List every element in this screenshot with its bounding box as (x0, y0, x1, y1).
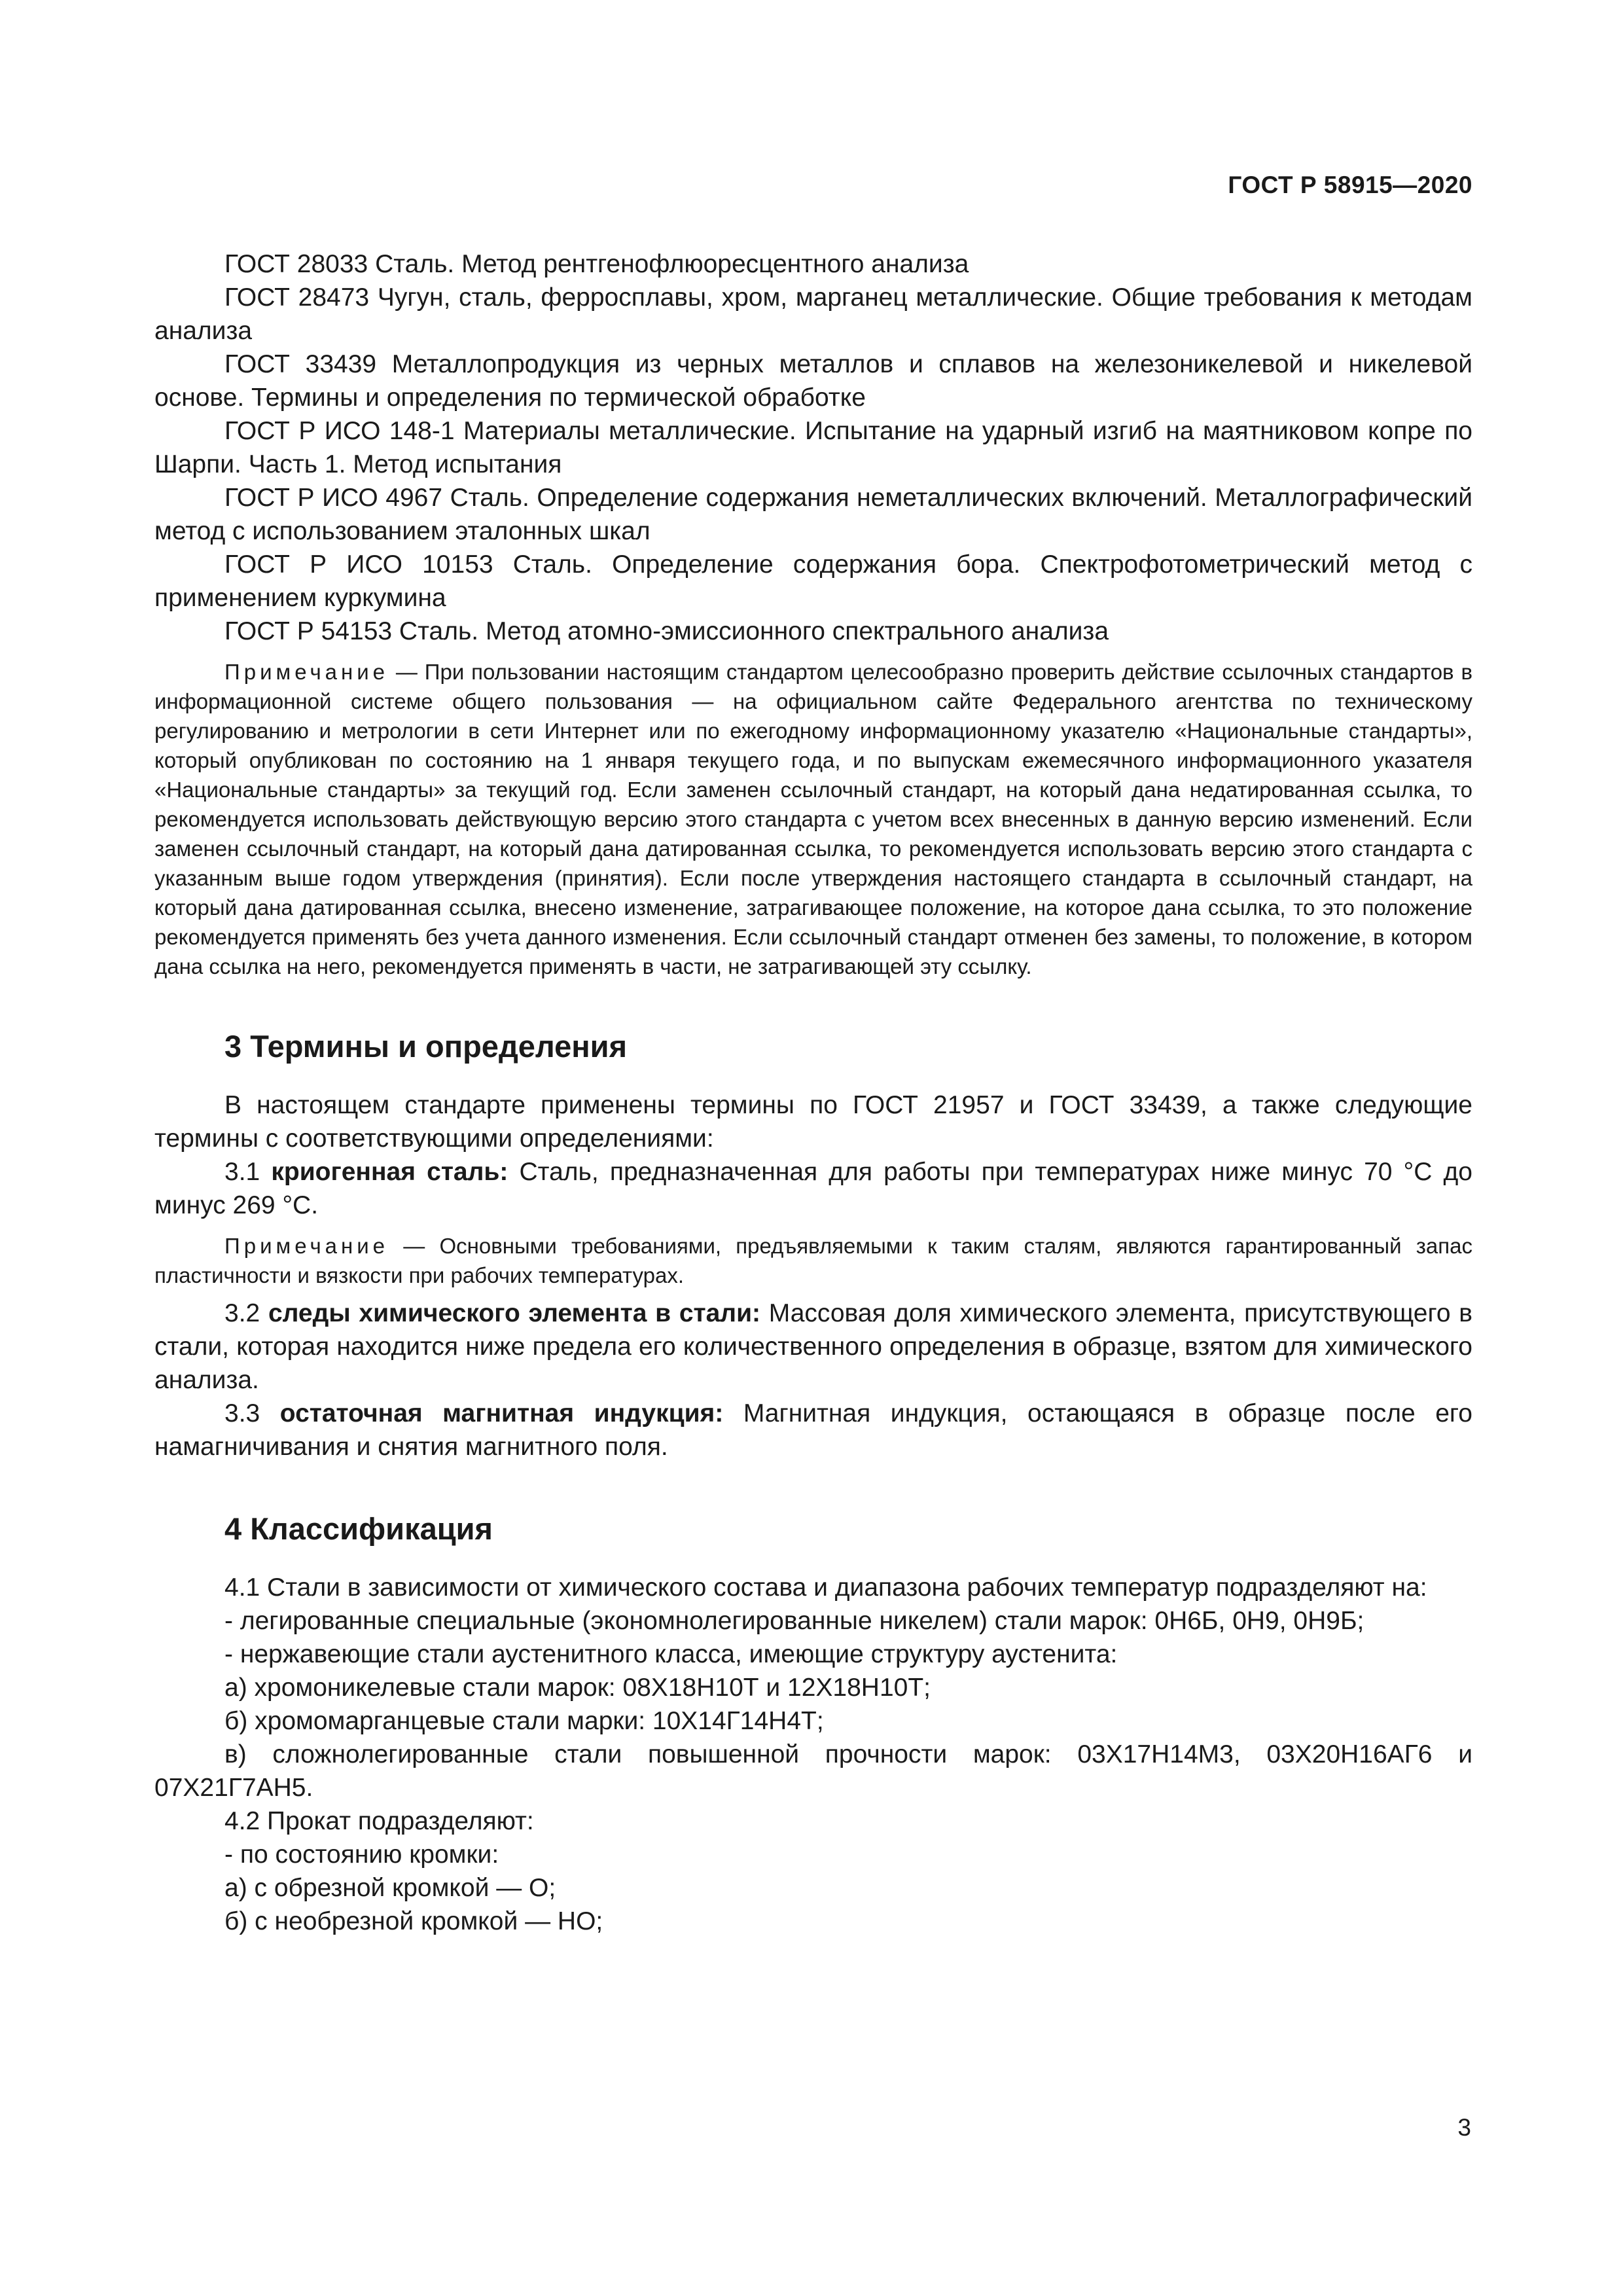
list-item: б) хромомарганцевые стали марки: 10Х14Г14Н4Т; (224, 1707, 824, 1735)
list-item: - легированные специальные (экономнолегированные никелем) стали марок: 0Н6Б, 0Н9, 0Н9Б; (224, 1607, 1364, 1635)
reference-item: ГОСТ Р ИСО 10153 Сталь. Определение содержания бора. Спектрофотометрический метод с применением куркумина (154, 550, 1472, 612)
term-3-1 (154, 1155, 1472, 1222)
term-name: криогенная сталь: (271, 1158, 508, 1186)
list-item: б) с необрезной кромкой — НО; (224, 1907, 603, 1935)
list-item: а) хромоникелевые стали марок: 08Х18Н10Т и 12Х18Н10Т; (224, 1674, 931, 1702)
term-3-3 (154, 1397, 1472, 1463)
document-id-header: ГОСТ Р 58915—2020 (1228, 171, 1472, 198)
spacer (154, 648, 1472, 657)
note-text: — Основными требованиями, предъявляемыми к таким сталям, являются гарантированный запас пластичности и вязкости при рабочих температурах. (154, 1234, 1472, 1287)
term-name: остаточная магнитная индукция: (279, 1399, 724, 1427)
section-3-intro: В настоящем стандарте применены термины по ГОСТ 21957 и ГОСТ 33439, а также следующие термины с соответствующими определениями: (154, 1091, 1472, 1153)
term-number: 3.3 (224, 1399, 280, 1427)
spacer (154, 1549, 1472, 1571)
clause-4-2: 4.2 Прокат подразделяют: (224, 1807, 534, 1835)
spacer (154, 1463, 1472, 1509)
term-definition: Магнитная индукция, остающаяся в образце после его намагничивания и снятия магнитного поля. (154, 1399, 1472, 1461)
reference-item: ГОСТ Р ИСО 148-1 Материалы металлические. Испытание на ударный изгиб на маятниковом копре по Шарпи. Часть 1. Метод испытания (154, 417, 1472, 478)
term-name: следы химического элемента в стали: (268, 1299, 761, 1327)
list-item: а) с обрезной кромкой — О; (224, 1874, 556, 1902)
term-definition: Массовая доля химического элемента, присутствующего в стали, которая находится ниже предела его количественного определения в образце, взятом для химического анализа. (154, 1299, 1472, 1394)
term-note (154, 1231, 1472, 1290)
term-definition: Сталь, предназначенная для работы при температурах ниже минус 70 °С до минус 269 °С. (154, 1158, 1472, 1219)
term-number: 3.1 (224, 1158, 272, 1186)
reference-item: ГОСТ Р 54153 Сталь. Метод атомно-эмиссионного спектрального анализа (224, 617, 1109, 645)
references-note (154, 657, 1472, 981)
note-label: Примечание (224, 1234, 389, 1258)
list-item: - по состоянию кромки: (224, 1840, 499, 1869)
spacer (154, 1290, 1472, 1297)
page-content (154, 247, 1472, 1938)
reference-item: ГОСТ 28033 Сталь. Метод рентгенофлюоресцентного анализа (224, 250, 969, 278)
spacer (154, 981, 1472, 1027)
note-text: — При пользовании настоящим стандартом целесообразно проверить действие ссылочных стандартов в информационной системе общего пользования — на официальном сайте Федерального агентства по техническому регулированию и метрологии в сети Интернет или по ежегодному информационному указателю «Национальные стандарты», который опубликован по состоянию на 1 января текущего года, и по выпускам ежемесячного информационного указателя «Национальные стандарты» за текущий год. Если заменен ссылочный стандарт, на который дана недатированная ссылка, то рекомендуется использовать действующую версию этого стандарта с учетом всех внесенных в данную версию изменений. Если заменен ссылочный стандарт, на который дана датированная ссылка, то рекомендуется использовать версию этого стандарта с указанным выше годом утверждения (принятия). Если после утверждения настоящего стандарта в ссылочный стандарт, на который дана датированная ссылка, внесено изменение, затрагивающее положение, на которое дана ссылка, то это положение рекомендуется применять без учета данного изменения. Если ссылочный стандарт отменен без замены, то положение, в котором дана ссылка на него, рекомендуется применять в части, не затрагивающей эту ссылку. (154, 660, 1472, 978)
reference-item: ГОСТ 28473 Чугун, сталь, ферросплавы, хром, марганец металлические. Общие требования к методам анализа (154, 283, 1472, 345)
list-item: в) сложнолегированные стали повышенной прочности марок: 03Х17Н14М3, 03Х20Н16АГ6 и 07Х21Г7АН5. (154, 1740, 1472, 1802)
term-3-2 (154, 1297, 1472, 1397)
page-number: 3 (1457, 2114, 1471, 2141)
clause-4-1: 4.1 Стали в зависимости от химического состава и диапазона рабочих температур подразделяют на: (224, 1573, 1427, 1602)
note-label: Примечание (224, 660, 389, 684)
section-4-heading: 4 Классификация (224, 1511, 493, 1546)
section-3-heading: 3 Термины и определения (224, 1029, 627, 1064)
spacer (154, 1222, 1472, 1231)
spacer (154, 1066, 1472, 1088)
reference-item: ГОСТ 33439 Металлопродукция из черных металлов и сплавов на железоникелевой и никелевой основе. Термины и определения по термической обработке (154, 350, 1472, 412)
reference-item: ГОСТ Р ИСО 4967 Сталь. Определение содержания неметаллических включений. Металлографический метод с использованием эталонных шкал (154, 484, 1472, 545)
term-number: 3.2 (224, 1299, 268, 1327)
list-item: - нержавеющие стали аустенитного класса, имеющие структуру аустенита: (224, 1640, 1118, 1668)
